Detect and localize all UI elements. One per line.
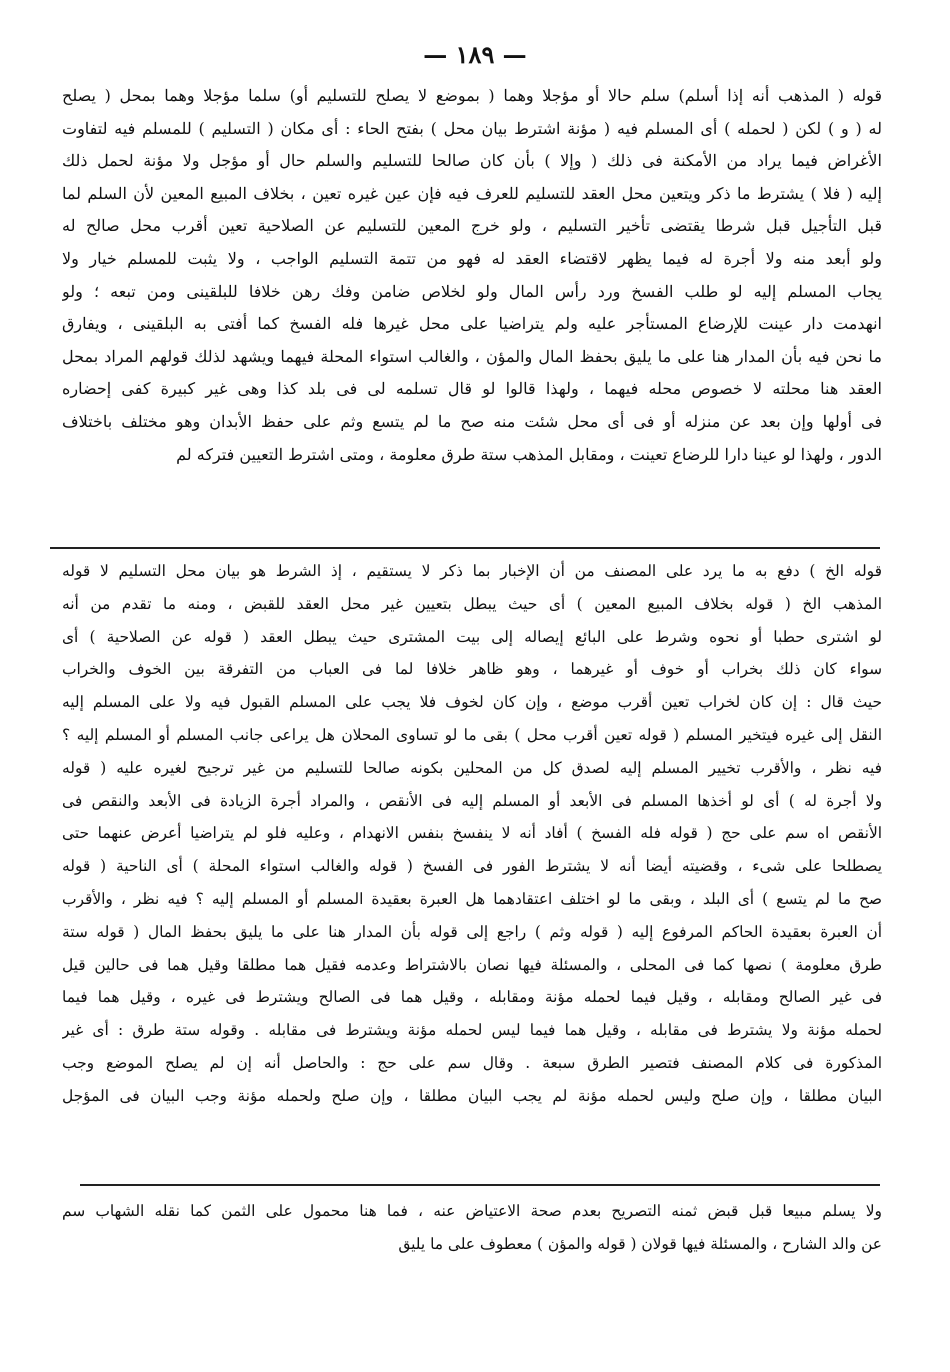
main-text-line: فى أولها وإن بعد عن منزله أو فى أى محل شئت منه صح ما لم يتسع وثم على حفظ الأبدان وهو مختلف باختلاف <box>62 411 882 431</box>
commentary-line: صح ما لم يتسع ) أى البلد ، وبقى ما لو اختلف اعتقادهما هل العبرة بعقيدة المسلم أو المسلم إليه ؟ فيه نظر ، والأقرب <box>62 889 882 908</box>
commentary-line: طرق معلومة ) نصها كما فى المحلى ، والمسئلة فيها نصان بالاشتراط وعدمه فقيل هما مطلقا وقيل هما فى حالين قيل <box>62 955 882 974</box>
main-text-line: ولو أبعد منه ولا أجرة له فيما يظهر لاقتضاء العقد له فهو من تتمة التسليم الواجب ، ولا يثبت للمسلم خيار ولا <box>62 248 882 268</box>
commentary-line: حيث قال : إن كان لخراب تعين أقرب موضع ، وإن كان لخوف فلا يجب على المسلم القبول فيه ولا على المسلم إليه <box>62 693 882 712</box>
main-text-line: قبل التأجيل قبل شرطا يقتضى تأخير التسليم ، ولو خرج المعين للتسليم عن الصلاحية تعين أقرب محل صالح له <box>62 216 882 236</box>
commentary-line: لحمله مؤنة ولا يشترط فى مقابله ، وقيل هما فيما ليس لحمله مؤنة ويشترط فى مقابله . وقوله ستة طرق : أى غير <box>62 1021 882 1040</box>
section-divider <box>50 547 880 549</box>
commentary-line: أن العبرة بعقيدة الحاكم المرفوع إليه ( قوله وثم ) راجع إلى قوله بأن المدار هنا على ما يليق بحفظ المال ( قوله ستة <box>62 922 882 941</box>
commentary-line: فيه نظر ، والأقرب تخيير المسلم إليه لصدق كل من المحلين بكونه صالحا للتسليم من غير ترجيح لغيره عليه ( قوله <box>62 758 882 777</box>
commentary-line: البيان مطلقا ، وإن صلح وليس لحمله مؤنة لم يجب البيان مطلقا ، وإن صلح ولحمله مؤنة وجب البيان فى المؤجل <box>62 1086 882 1105</box>
commentary-block <box>62 555 882 1113</box>
main-text-line: ما نحن فيه بأن المدار هنا على ما يليق بحفظ المال والمؤن ، والغالب استواء المحلة فيهما ويشهد لذلك قولهم المراد بمحل <box>62 346 882 366</box>
section-divider <box>80 1184 880 1186</box>
main-text-line: الأغراض فيما يراد من الأمكنة فى ذلك ( وإلا ) بأن كان صالحا للتسليم والسلم حال أو مؤجل ولا مؤنة لحمل ذلك <box>62 151 882 171</box>
commentary-line: سواء كان ذلك بخراب أو خوف أو غيرهما ، وهو ظاهر خلافا لما فى العباب من التفرقة بين الخوف والخراب <box>62 660 882 679</box>
main-text-block <box>62 80 882 471</box>
commentary-line: المذكورة فى كلام المصنف فتصير الطرق سبعة . وقال سم على حج : والحاصل أنه إن لم يصلح الموضع وجب <box>62 1053 882 1072</box>
commentary-line: قوله الخ ) دفع به ما يرد على المصنف من أن الإخبار بما ذكر لا يستقيم ، إذ الشرط هو بيان محل التسليم لا قوله <box>62 562 882 580</box>
commentary-line: يصطلحا على شىء ، وقضيته أيضا أنه لا يشترط الفور فى الفسخ ( قوله والغالب استواء المحلة ) أى الناحية ( قوله <box>62 857 882 876</box>
main-text-line: انهدمت دار عينت للإرضاع المستأجر عليه ولم يتراضيا على محل غيرها فله الفسخ كما أفتى به البلقينى ، ويفارق <box>62 314 882 334</box>
margin-note-line: عن والد الشارح ، والمسئلة فيها قولان ( قوله والمؤن ) معطوف على ما يليق <box>398 1234 882 1253</box>
main-text-line: يجاب المسلم إليه لو طلب الفسخ ورد رأس المال ولو لخلاص ضامن وفك رهن خلافا للبلقينى ومن تبعه ؛ ولو <box>62 281 882 301</box>
commentary-line: فى غير الصالح ومقابله ، وقيل فيما لحمله مؤنة ومقابله ، وقيل هما فى الصالح ويشترط فى غيره ، وقيل هما فيما <box>62 988 882 1007</box>
main-text-line: قوله ( المذهب أنه إذا أسلم) سلم حالا أو مؤجلا وهما ( بموضع لا يصلح للتسليم أو) سلما مؤجلا وهما بمحل ( يصلح <box>62 86 882 105</box>
commentary-line: المذهب الخ ( قوله بخلاف المبيع المعين ) أى حيث يبطل بتعيين غير محل العقد للقبض ، ومنه ما تقدم من أنه <box>62 594 882 613</box>
main-text-line: إليه ( فلا ) يشترط ما ذكر ويتعين محل العقد للتسليم للعرف فيه فإن عين غيره تعين ، بخلاف المبيع المعين لأن السلم لما <box>62 183 882 203</box>
commentary-line: لو اشترى حطبا أو نحوه وشرط على البائع إيصاله إلى بيت المشترى حيث يبطل العقد ( قوله عن الصلاحية ) أى <box>62 627 882 646</box>
main-text-line: العقد هنا محلته لا خصوص محله فيهما ، ولهذا قالوا لو قال تسلمه لى فى بلد كذا وهى غير كبيرة كفى إحضاره <box>62 379 882 399</box>
commentary-line: النقل إلى غيره فيتخير المسلم ( قوله تعين أقرب محل ) بقى ما لو تساوى المحلان هل يراعى جانب المسلم أو المسلم إليه ؟ <box>62 725 882 744</box>
commentary-line: الأنقص اه سم على حج ( قوله فله الفسخ ) أفاد أنه لا ينفسخ بنفس الانهدام ، وعليه فلو لم يتراضيا أعرض عنهما حتى <box>62 824 882 843</box>
page-number: — ١٨٩ — <box>423 40 527 69</box>
margin-note-line: ولا يسلم مبيعا قبل قبض ثمنه التصريح بعدم صحة الاعتياض عنه ، فما هنا محمول على الثمن كما نقله الشهاب سم <box>62 1202 882 1220</box>
margin-note-block <box>62 1195 882 1260</box>
main-text-line: الدور ، ولهذا لو عينا دارا للرضاع تعينت ، ومقابل المذهب ستة طرق معلومة ، ومتى اشترط التعيين فتركه لم <box>176 444 882 464</box>
commentary-line: ولا أجرة له ) أى لو أخذها المسلم فى الأبعد أو المسلم إليه فى الأنقص ، والمراد أجرة الزيادة فى الأبعد والنقص فى <box>62 791 882 810</box>
main-text-line: له ( و ) لكن ( لحمله ) أى المسلم فيه ( مؤنة اشترط بيان محل ) بفتح الحاء : أى مكان ( التسليم ) للمسلم فيه لتفاوت <box>62 118 882 138</box>
